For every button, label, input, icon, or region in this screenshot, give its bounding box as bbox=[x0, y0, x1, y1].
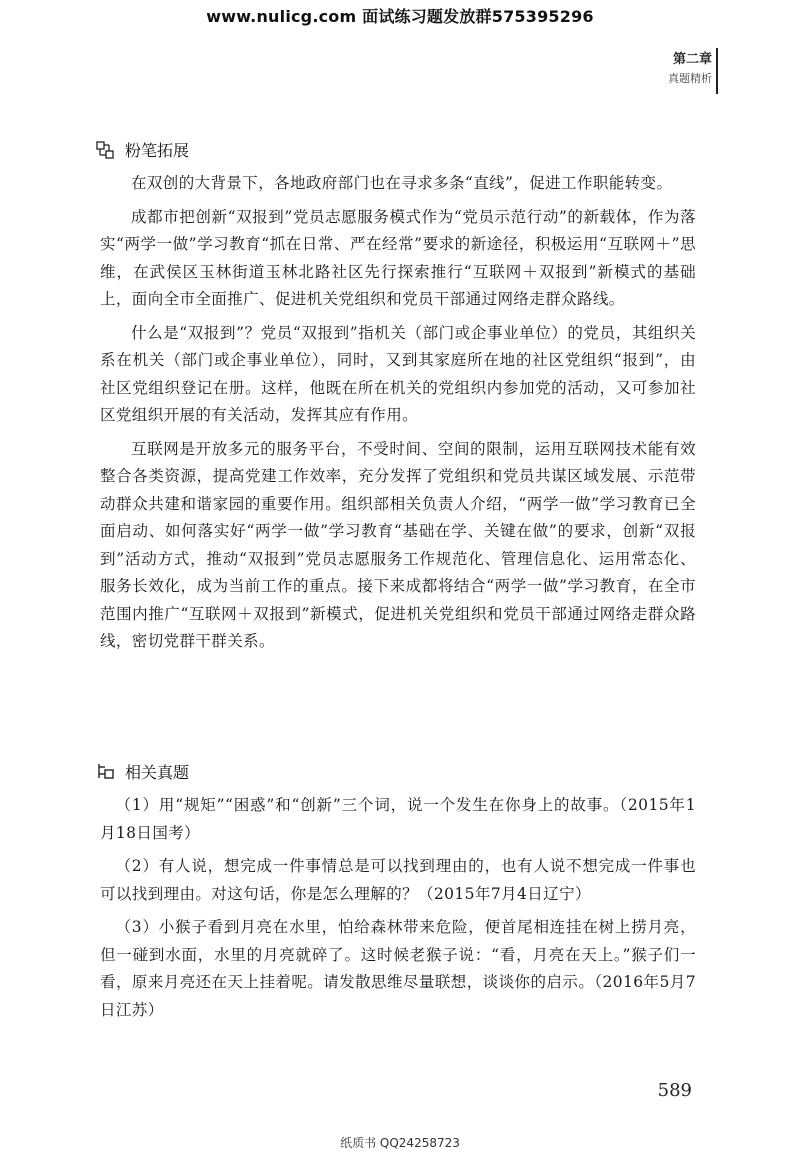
section-heading-expand bbox=[95, 138, 189, 161]
section-title: 相关真题 bbox=[125, 763, 190, 782]
paragraph: 在双创的大背景下，各地政府部门也在寻求多条“直线”，促进工作职能转变。 bbox=[131, 174, 673, 192]
page-number: 589 bbox=[657, 1080, 692, 1101]
section2-body bbox=[100, 792, 696, 1024]
section-title: 粉笔拓展 bbox=[125, 141, 190, 160]
footer-source: 纸质书 QQ24258723 bbox=[340, 1136, 460, 1150]
paragraph: 成都市把创新“双报到”党员志愿服务模式作为“党员示范行动”的新载体，作为落实“两学一做”学习教育“抓在日常、严在经常”要求的新途径，积极运用“互联网＋”思维，在武侯区玉林街道玉林北路社区先行探索推行“互联网＋双报到”新模式的基础上，面向全市全面推广、促进机关党组织和党员干部通过网络走群众路线。 bbox=[100, 207, 696, 308]
top-banner: www.nulicg.com 面试练习题发放群575395296 bbox=[206, 7, 594, 26]
question-item: （2）有人说，想完成一件事情总是可以找到理由的，也有人说不想完成一件事也可以找到理由。对这句话，你是怎么理解的？（2015年7月4日辽宁） bbox=[100, 857, 696, 903]
related-questions-icon bbox=[95, 761, 117, 783]
chapter-title: 第二章 bbox=[672, 52, 712, 67]
paragraph: 什么是“双报到”？党员“双报到”指机关（部门或企事业单位）的党员，其组织关系在机关（部门或企事业单位），同时，又到其家庭所在地的社区党组织“报到”，由社区党组织登记在册。这样，他既在所在机关的党组织内参加党的活动，又可参加社区党组织开展的有关活动，发挥其应有作用。 bbox=[100, 323, 696, 424]
paragraph: 互联网是开放多元的服务平台，不受时间、空间的限制，运用互联网技术能有效整合各类资源，提高党建工作效率，充分发挥了党组织和党员共谋区域发展、示范带动群众共建和谐家园的重要作用。组织部相关负责人介绍，“两学一做”学习教育已全面启动、如何落实好“两学一做”学习教育“基础在学、关键在做”的要求，创新“双报到”活动方式，推动“双报到”党员志愿服务工作规范化、管理信息化、运用常态化、服务长效化，成为当前工作的重点。接下来成都将结合“两学一做”学习教育，在全市范围内推广“互联网＋双报到”新模式，促进机关党组织和党员干部通过网络走群众路线，密切党群干群关系。 bbox=[100, 439, 696, 650]
expand-icon bbox=[95, 139, 117, 161]
question-item: （3）小猴子看到月亮在水里，怕给森林带来危险，便首尾相连挂在树上捞月亮，但一碰到水面，水里的月亮就碎了。这时候老猴子说：“看，月亮在天上。”猴子们一看，原来月亮还在天上挂着呢。请发散思维尽量联想，谈谈你的启示。（2016年5月7日江苏） bbox=[100, 918, 696, 1019]
chapter-header bbox=[668, 50, 712, 88]
question-item: （1）用“规矩”“困惑”和“创新”三个词，说一个发生在你身上的故事。（2015年1月18日国考） bbox=[100, 796, 696, 842]
section1-body bbox=[100, 170, 696, 656]
section-heading-related bbox=[95, 760, 189, 783]
chapter-subtitle: 真题精析 bbox=[668, 72, 712, 85]
chapter-rule bbox=[716, 48, 718, 94]
